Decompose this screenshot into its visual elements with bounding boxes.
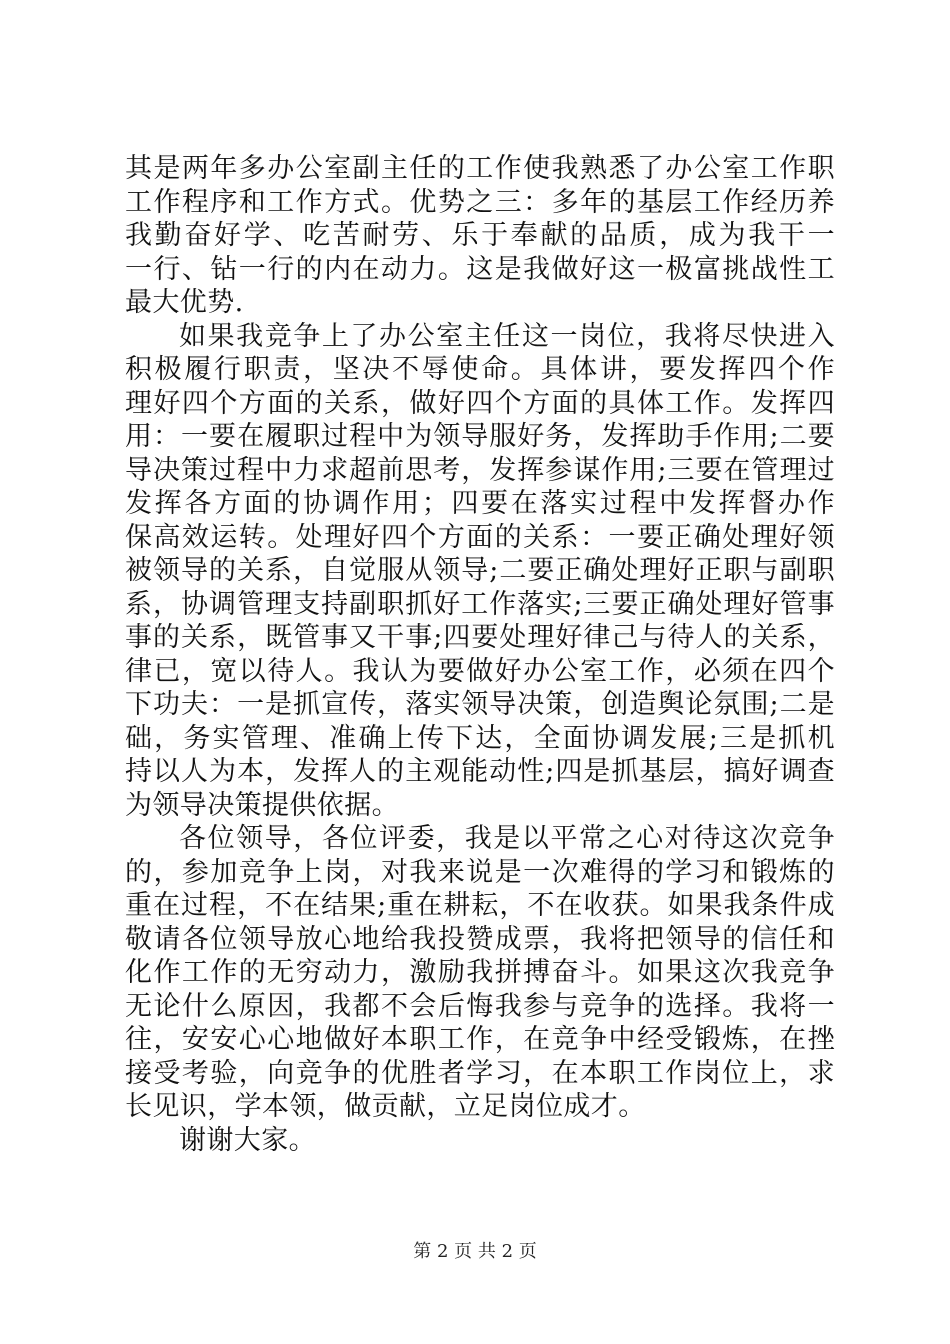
text-line: 用：一要在履职过程中为领导服好务，发挥助手作用;二要 — [125, 421, 835, 452]
text-line: 事的关系，既管事又干事;四要处理好律己与待人的关系， — [125, 622, 835, 653]
text-line: 长见识，学本领，做贡献，立足岗位成才。 — [125, 1091, 646, 1122]
text-line: 无论什么原因，我都不会后悔我参与竞争的选择。我将一 — [125, 990, 835, 1022]
text-line: 积极履行职责，坚决不辱使命。具体讲，要发挥四个作 — [125, 354, 835, 385]
text-line: 往，安安心心地做好本职工作，在竞争中经受锻炼，在挫 — [125, 1024, 835, 1055]
text-line: 被领导的关系，自觉服从领导;二要正确处理好正职与副职 — [125, 555, 835, 586]
text-line: 我勤奋好学、吃苦耐劳、乐于奉献的品质，成为我干一 — [125, 220, 835, 251]
text-line: 下功夫：一是抓宣传，落实领导决策，创造舆论氛围;二是 — [125, 689, 835, 720]
text-line: 谢谢大家。 — [179, 1124, 316, 1156]
text-line: 如果我竞争上了办公室主任这一岗位，我将尽快进入 — [179, 320, 835, 352]
text-line: 理好四个方面的关系，做好四个方面的具体工作。发挥四 — [125, 387, 835, 419]
document-body — [125, 152, 835, 1157]
text-line: 律已，宽以待人。我认为要做好办公室工作，必须在四个 — [125, 655, 835, 687]
text-line: 化作工作的无穷动力，激励我拼搏奋斗。如果这次我竞争 — [125, 957, 835, 988]
text-line: 重在过程，不在结果;重在耕耘，不在收获。如果我条件成 — [125, 890, 835, 921]
text-line: 敬请各位领导放心地给我投赞成票，我将把领导的信任和 — [125, 923, 835, 955]
text-line: 一行、钻一行的内在动力。这是我做好这一极富挑战性工 — [125, 253, 835, 285]
text-line: 的，参加竞争上岗，对我来说是一次难得的学习和锻炼的 — [125, 856, 835, 888]
text-line: 导决策过程中力求超前思考，发挥参谋作用;三要在管理过 — [125, 454, 835, 486]
text-line: 保高效运转。处理好四个方面的关系：一要正确处理好领 — [125, 521, 835, 553]
text-line: 其是两年多办公室副主任的工作使我熟悉了办公室工作职 — [125, 153, 835, 184]
text-line: 发挥各方面的协调作用；四要在落实过程中发挥督办作 — [125, 488, 835, 519]
text-line: 最大优势. — [125, 287, 244, 318]
text-line: 础，务实管理、准确上传下达，全面协调发展;三是抓机 — [125, 722, 835, 754]
text-line: 持以人为本，发挥人的主观能动性;四是抓基层，搞好调查 — [125, 756, 835, 787]
text-line: 接受考验，向竞争的优胜者学习，在本职工作岗位上，求 — [125, 1057, 835, 1089]
text-line: 各位领导，各位评委，我是以平常之心对待这次竞争 — [179, 823, 835, 854]
page-footer: 第 2 页 共 2 页 — [413, 1241, 537, 1262]
text-line: 为领导决策提供依据。 — [125, 789, 399, 821]
text-line: 系，协调管理支持副职抓好工作落实;三要正确处理好管事 — [125, 588, 835, 620]
text-line: 工作程序和工作方式。优势之三：多年的基层工作经历养 — [125, 186, 835, 218]
